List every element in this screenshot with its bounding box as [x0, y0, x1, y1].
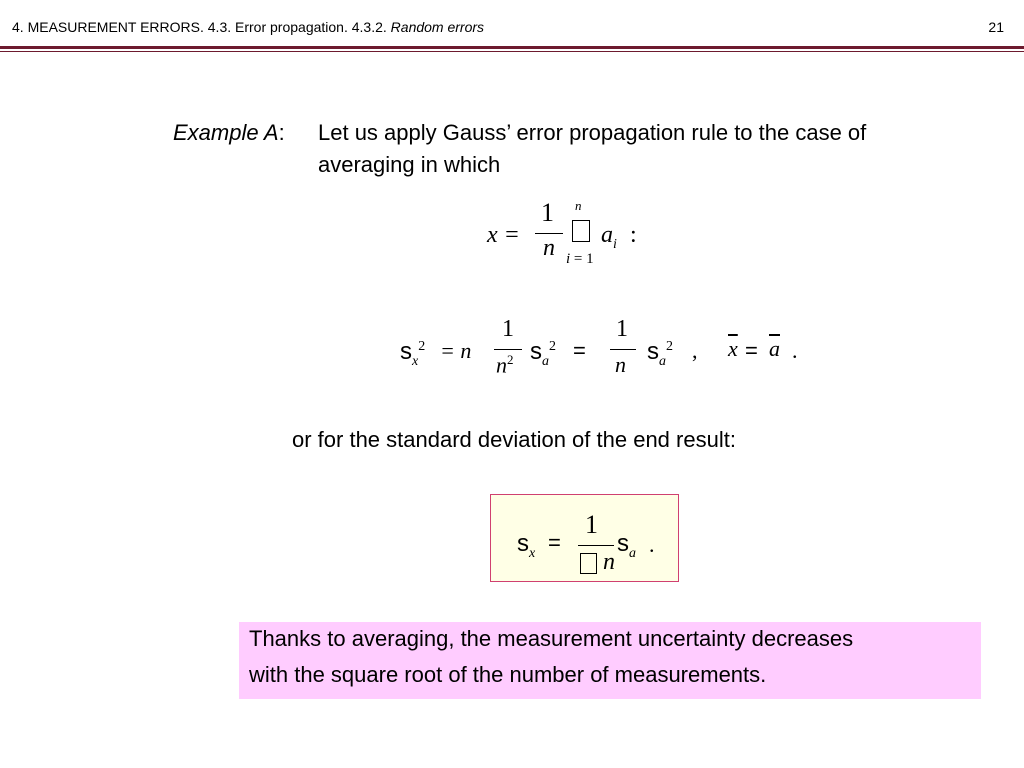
eq3-equals: = [548, 530, 561, 555]
eq2-eq-n: = n [440, 338, 472, 363]
note-line-2: with the square root of the number of measurements. [249, 662, 767, 687]
header-title-italic: Random errors [390, 19, 485, 35]
page-number: 21 [988, 19, 1004, 35]
sum-icon [572, 220, 590, 242]
eq3-denominator: n [603, 549, 615, 575]
eq2-frac1-bar [494, 349, 522, 350]
eq2-frac2-den: n [615, 352, 626, 377]
example-label: Example A: [173, 120, 285, 145]
note-line-1: Thanks to averaging, the measurement uncertainty decreases [249, 626, 854, 651]
eq2-comma: , [692, 338, 698, 363]
eq2-sigma-x: $s_x^2$ [400, 338, 426, 369]
eq2-sigma-a-2: $s_a^2$ [647, 338, 673, 369]
eq3-sigma-x: $s_x$ [517, 530, 536, 561]
eq2-period: . [792, 338, 798, 363]
eq2-sigma-a-1: $s_a^2$ [530, 338, 556, 369]
eq2-frac1-den: $n^2$ [496, 352, 514, 378]
eq2-equals: = [573, 338, 586, 363]
eq2-frac2-bar [610, 349, 636, 350]
middle-text: or for the standard deviation of the end result: [292, 427, 736, 452]
sqrt-icon [580, 553, 597, 574]
header-rule-thin [0, 51, 1024, 52]
eq1-lhs: x = [487, 222, 520, 248]
eq1-denominator: n [543, 235, 555, 261]
eq2-xbar: $\overline{x}$ [728, 336, 738, 361]
eq1-numerator: 1 [541, 198, 554, 227]
header-title: 4. MEASUREMENT ERRORS. 4.3. Error propagation. 4.3.2. [12, 19, 391, 35]
eq1-tail: : [630, 222, 637, 248]
eq1-sum-lower: i = 1 [566, 251, 594, 267]
eq3-numerator: 1 [585, 510, 598, 539]
slide-header [12, 19, 484, 35]
eq2-abar: $\overline{a}$ [769, 336, 780, 361]
note-box [239, 622, 981, 699]
eq3-sigma-a: $s_a$ [617, 530, 636, 561]
eq3-period: . [649, 532, 655, 557]
eq1-fraction-bar [535, 233, 563, 234]
example-line-2: averaging in which [318, 152, 501, 177]
header-rule-thick [0, 46, 1024, 49]
eq2-frac1-num: 1 [502, 316, 514, 342]
eq2-equals-2: = [745, 338, 758, 363]
example-line-1: Let us apply Gauss’ error propagation rule to the case of [318, 120, 867, 145]
eq3-fraction-bar [578, 545, 614, 546]
eq1-sum-upper: n [575, 198, 582, 213]
eq2-frac2-num: 1 [616, 316, 628, 342]
eq1-term: $a_i$ [601, 222, 617, 252]
